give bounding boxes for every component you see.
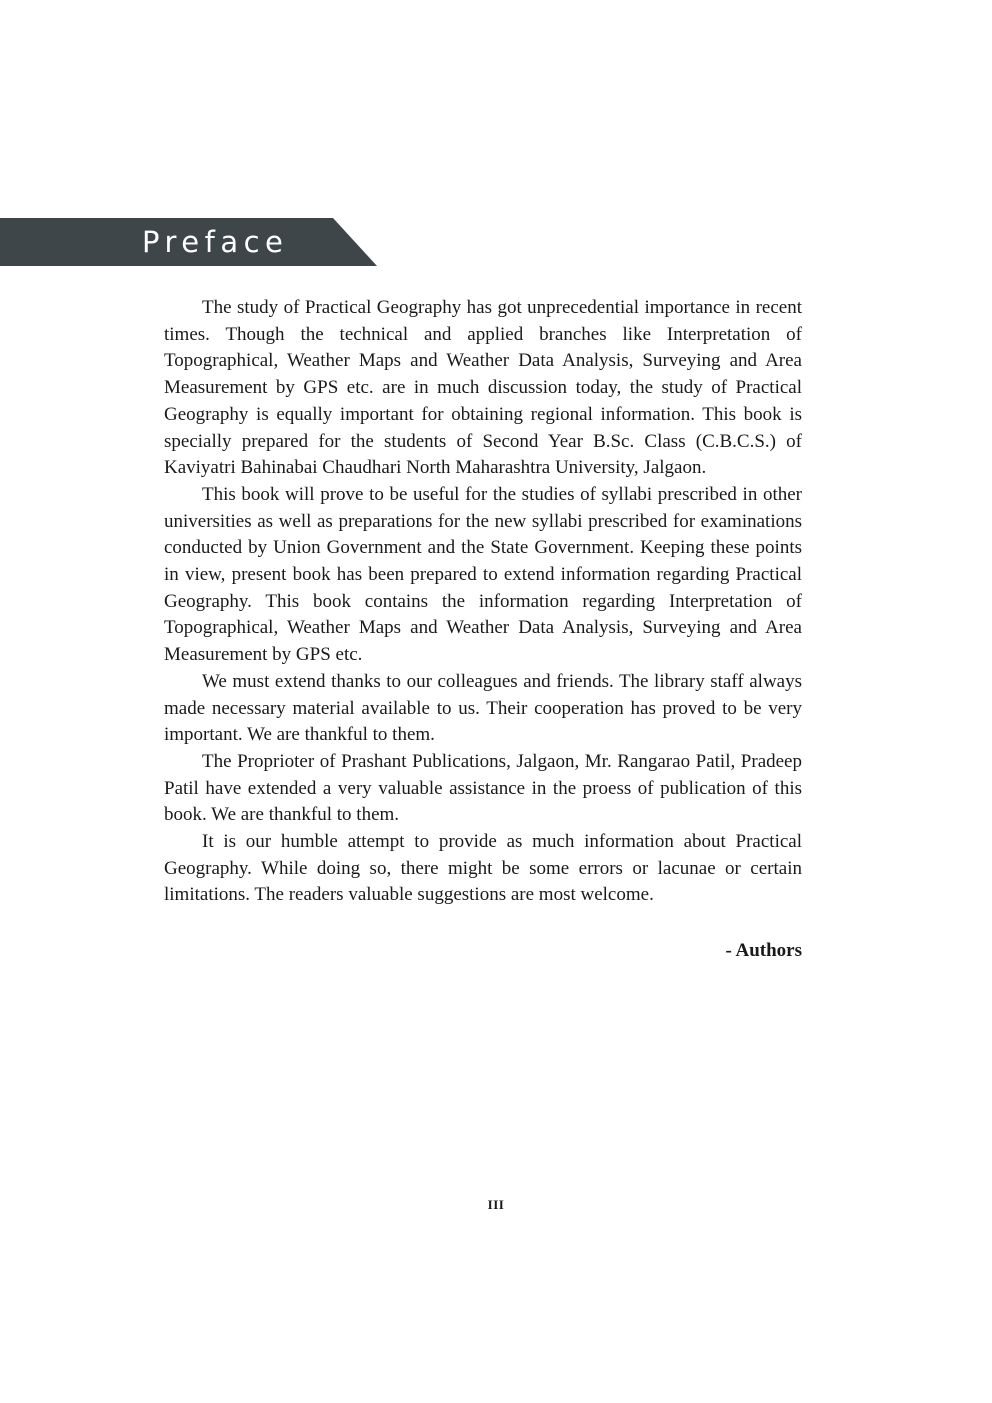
paragraph: The Proprioter of Prashant Publications, Jalgaon, Mr. Rangarao Patil, Pradeep Patil have extended a very valuable assistance in the proess of publication of this book. We are thankful to them. — [164, 750, 802, 826]
page-title: Preface — [142, 225, 289, 259]
preface-body — [164, 295, 802, 909]
paragraph: It is our humble attempt to provide as much information about Practical Geography. While doing so, there might be some errors or lacunae or certain limitations. The readers valuable suggestions are most welcome. — [164, 831, 802, 906]
paragraph: The study of Practical Geography has got unprecedential importance in recent times. Though the technical and applied branches like Interpretation of Topographical, Weather Maps and Weather Data Analysis, Surveying and Area Measurement by GPS etc. are in much discussion today, the study of Practical Geography is equally important for obtaining regional information. This book is specially prepared for the students of Second Year B.Sc. Class (C.B.C.S.) of Kaviyatri Bahinabai Chaudhari North Maharashtra University, Jalgaon. — [164, 297, 802, 479]
page-number: III — [487, 1197, 505, 1212]
paragraph: This book will prove to be useful for the studies of syllabi prescribed in other universities as well as preparations for the new syllabi prescribed for examinations conducted by Union Government and the State Government. Keeping these points in view, present book has been prepared to extend information regarding Practical Geography. This book contains the information regarding Interpretation of Topographical, Weather Maps and Weather Data Analysis, Surveying and Area Measurement by GPS etc. — [164, 483, 802, 666]
paragraph: We must extend thanks to our colleagues and friends. The library staff always made necessary material available to us. Their cooperation has proved to be very important. We are thankful to them. — [164, 670, 802, 746]
authors-signature: - Authors — [725, 940, 802, 961]
